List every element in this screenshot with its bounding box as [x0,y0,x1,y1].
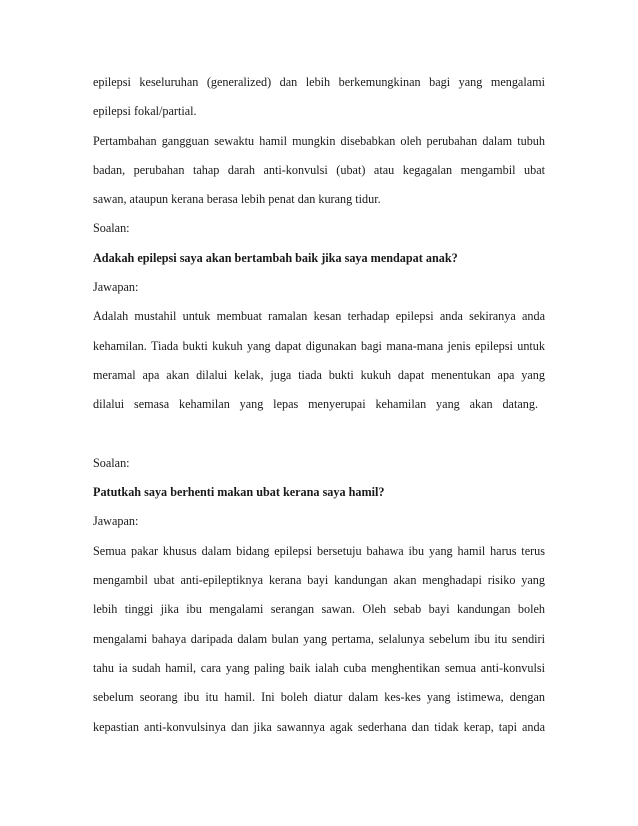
paragraph-2-line-3: sawan, ataupun kerana berasa lebih penat dan kurang tidur. [93,192,381,207]
qa1-answer-line-2: kehamilan. Tiada bukti kukuh yang dapat digunakan bagi mana-mana jenis epilepsi untuk [93,338,545,353]
qa1-question-label: Soalan: [93,221,130,236]
qa1-answer-line-3: meramal apa akan dilalui kelak, juga tiada bukti kukuh dapat menentukan apa yang [93,367,545,382]
qa2-answer-line-2: mengambil ubat anti-epileptiknya kerana bayi kandungan akan menghadapi risiko yang [93,573,545,588]
qa2-answer-label: Jawapan: [93,514,139,529]
qa2-question: Patutkah saya berhenti makan ubat kerana saya hamil? [93,485,385,500]
qa2-answer-line-4: mengalami bahaya daripada dalam bulan yang pertama, selalunya sebelum ibu itu sendiri [93,631,545,646]
qa2-question-label: Soalan: [93,455,130,470]
document-body [93,68,545,742]
qa2-answer-line-5: tahu ia sudah hamil, cara yang paling baik ialah cuba menghentikan semua anti-konvulsi [93,660,545,675]
qa2-answer-line-3: lebih tinggi jika ibu mengalami serangan sawan. Oleh sebab bayi kandungan boleh [93,602,545,617]
paragraph-spacer [93,420,545,449]
qa1-answer-label: Jawapan: [93,280,139,295]
qa1-answer-line-1: Adalah mustahil untuk membuat ramalan kesan terhadap epilepsi anda sekiranya anda [93,309,545,324]
qa2-answer-line-7: kepastian anti-konvulsinya dan jika sawannya agak sederhana dan tidak kerap, tapi anda [93,719,545,734]
qa1-answer-line-4: dilalui semasa kehamilan yang lepas menyerupai kehamilan yang akan datang. [93,397,538,412]
qa2-answer-line-1: Semua pakar khusus dalam bidang epilepsi bersetuju bahawa ibu yang hamil harus terus [93,543,545,558]
qa2-answer-line-6: sebelum seorang ibu itu hamil. Ini boleh diatur dalam kes-kes yang istimewa, dengan [93,690,545,705]
paragraph-2-line-1: Pertambahan gangguan sewaktu hamil mungkin disebabkan oleh perubahan dalam tubuh [93,133,545,148]
paragraph-2-line-2: badan, perubahan tahap darah anti-konvulsi (ubat) atau kegagalan mengambil ubat [93,162,545,177]
paragraph-1-line-1: epilepsi keseluruhan (generalized) dan lebih berkemungkinan bagi yang mengalami [93,75,545,89]
qa1-question: Adakah epilepsi saya akan bertambah baik jika saya mendapat anak? [93,250,458,265]
paragraph-1-line-2: epilepsi fokal/partial. [93,104,197,119]
